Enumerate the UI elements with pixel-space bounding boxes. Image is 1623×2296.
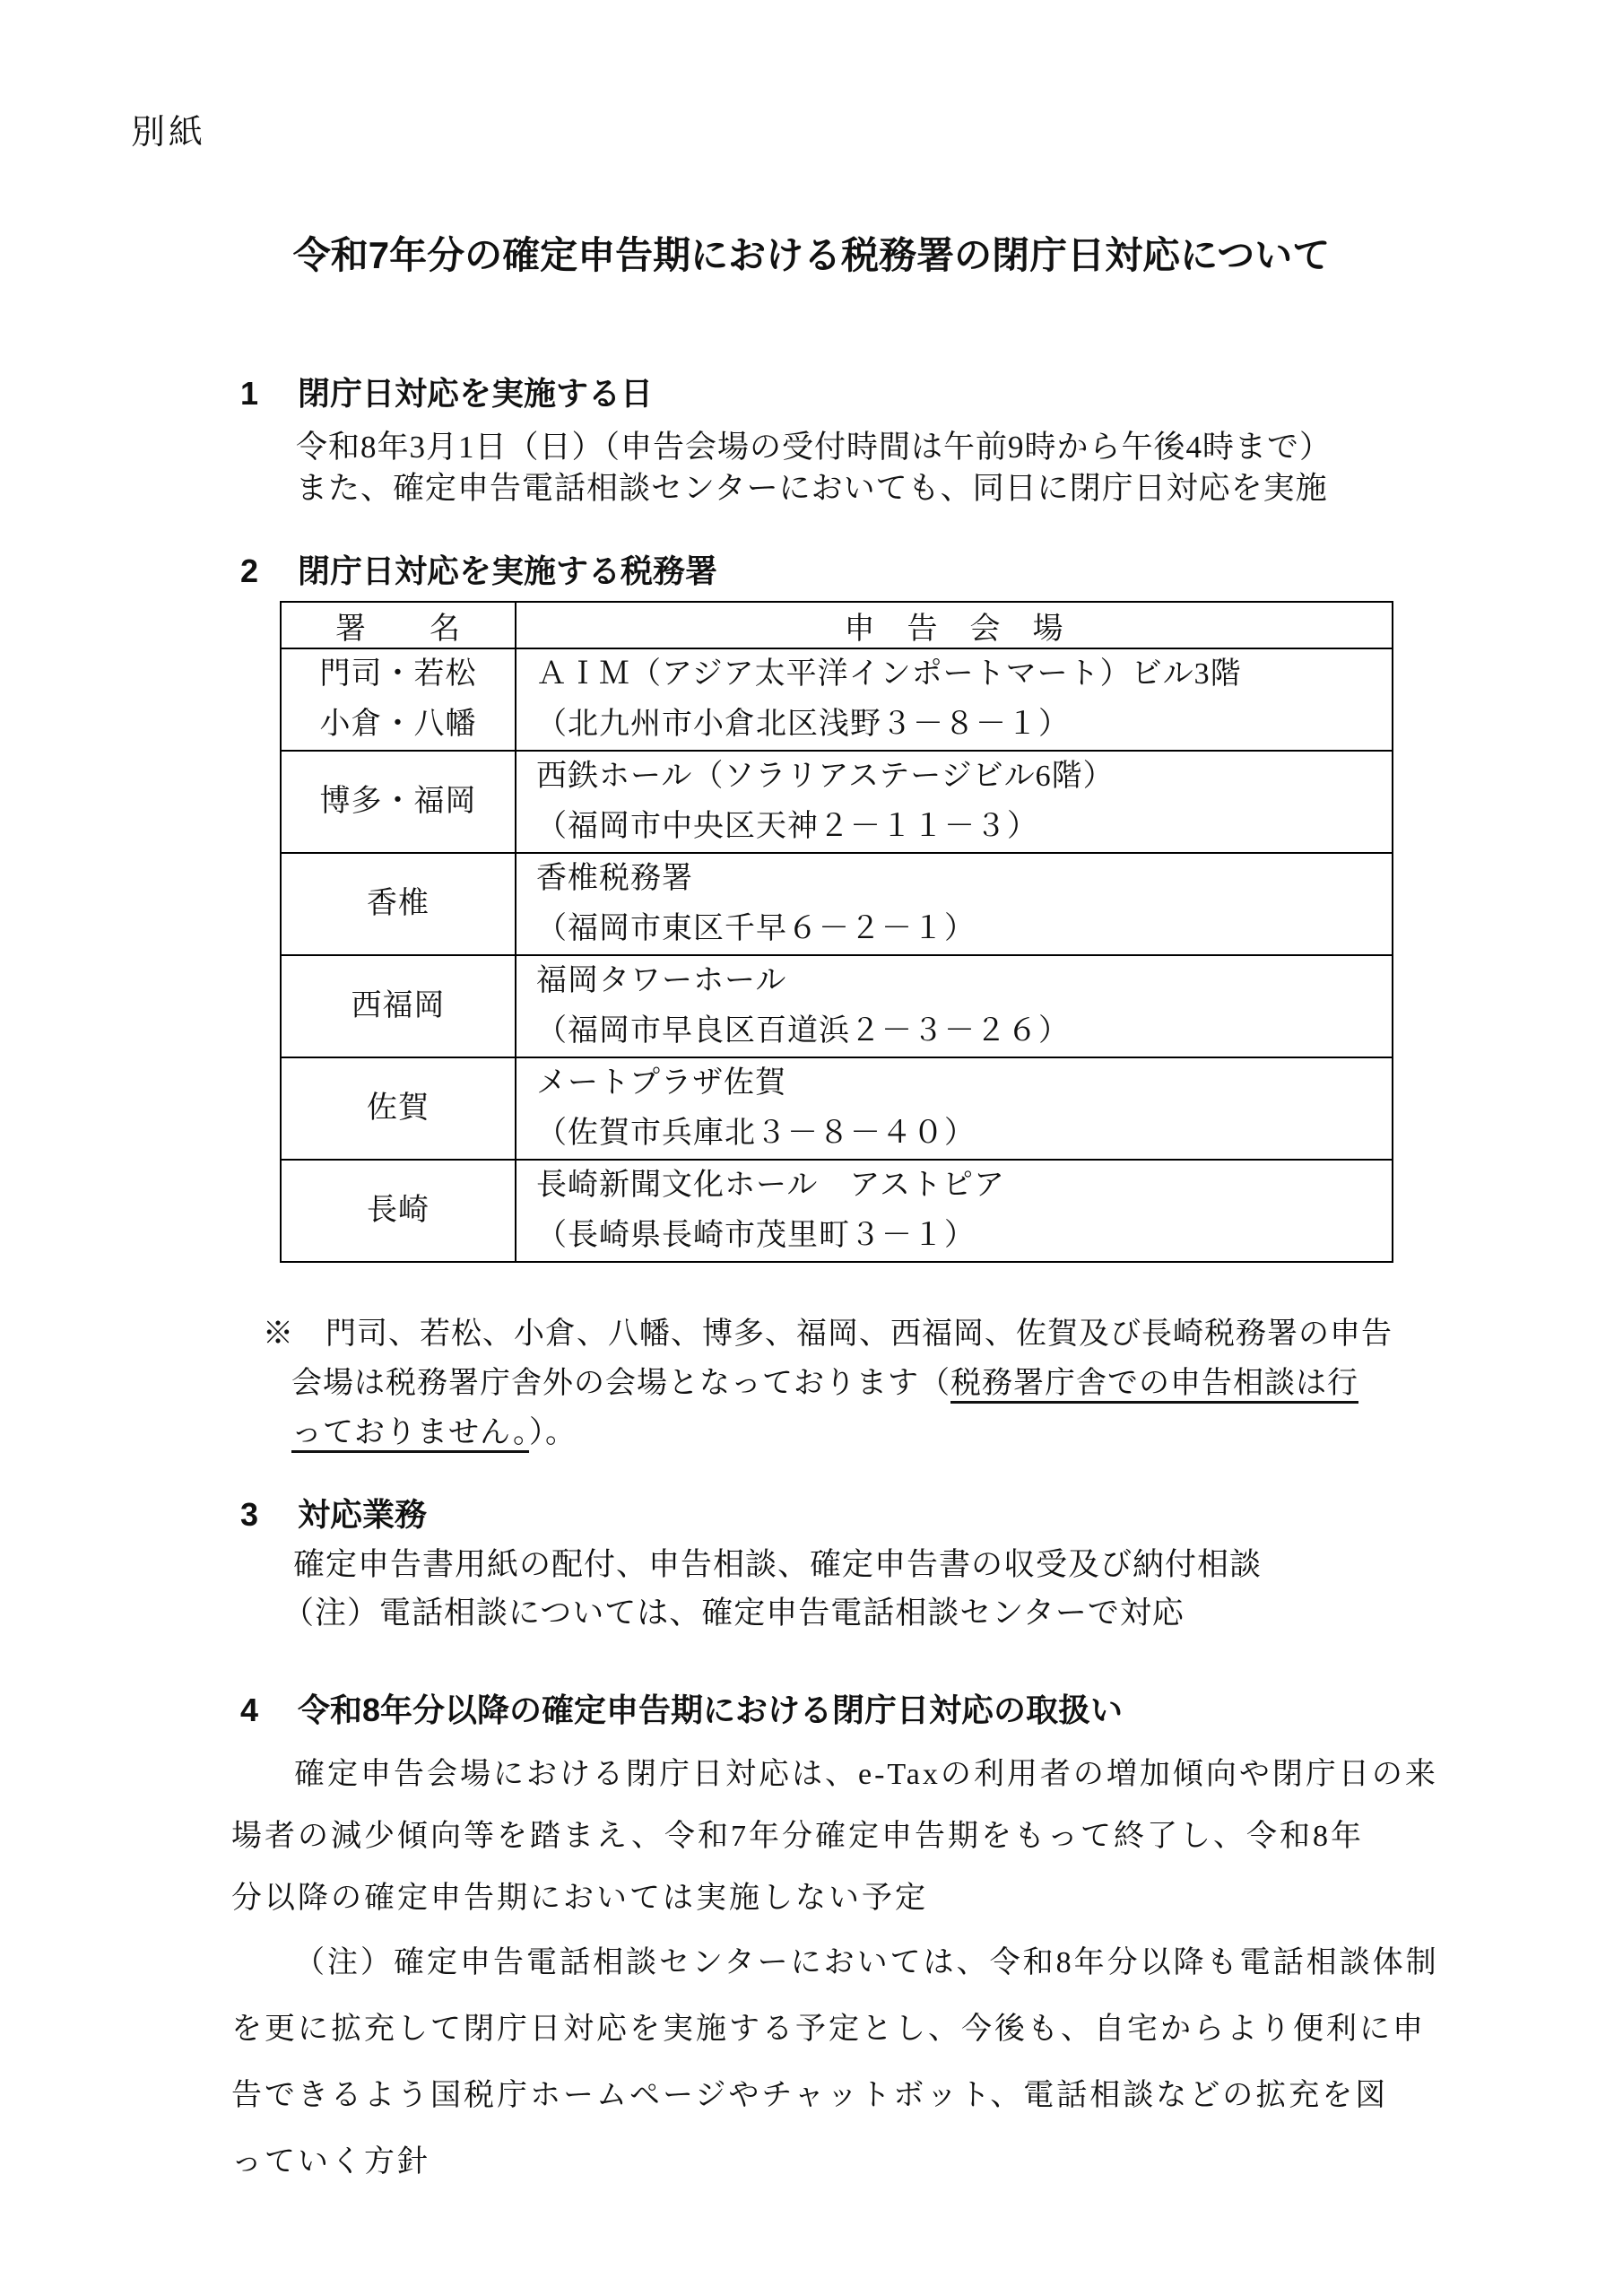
paragraph-line: 場者の減少傾向等を踏まえ、令和7年分確定申告期をもって終了し、令和8年 [231, 1820, 1365, 1853]
section4-heading [240, 1685, 1123, 1731]
venue-name: 長崎新聞文化ホール アストピア [536, 1169, 1005, 1202]
section3-heading-text: 対応業務 [298, 1496, 428, 1533]
note-line1: ※ 門司、若松、小倉、八幡、博多、福岡、西福岡、佐賀及び長崎税務署の申告 [263, 1318, 1393, 1351]
office-name-cell: 佐賀 [281, 1057, 516, 1160]
section2-heading-text: 閉庁日対応を実施する税務署 [298, 552, 718, 589]
section4-paragraph1 [231, 1744, 1438, 1929]
section3-line2: （注）電話相談については、確定申告電話相談センターで対応 [282, 1596, 1185, 1631]
table-row [281, 751, 1393, 853]
venue-address: （福岡市中央区天神２－１１－３） [536, 810, 1038, 843]
office-name-line: 門司・若松 [319, 657, 477, 691]
note-line2 [291, 1358, 1358, 1402]
venue-cell [516, 853, 1393, 955]
section3-line1: 確定申告書用紙の配付、申告相談、確定申告書の収受及び納付相談 [293, 1547, 1263, 1582]
section1-number: 1 [240, 375, 259, 412]
section4-paragraph2 [231, 1930, 1439, 2196]
note-line3 [291, 1407, 577, 1451]
venue-address: （福岡市東区千早６－２－１） [536, 912, 976, 945]
venue-cell [516, 751, 1393, 853]
table-row [281, 955, 1393, 1057]
note-line2-underlined: 税務署庁舎での申告相談は行 [950, 1367, 1358, 1400]
paragraph-line: 確定申告会場における閉庁日対応は、e-Taxの利用者の増加傾向や閉庁日の来 [294, 1758, 1438, 1791]
table-row [281, 1057, 1393, 1160]
document-title: 令和7年分の確定申告期における税務署の閉庁日対応について [292, 234, 1331, 276]
paragraph-line: っていく方針 [231, 2145, 430, 2179]
section4-number: 4 [240, 1692, 259, 1728]
venue-address: （長崎県長崎市茂里町３－１） [536, 1219, 976, 1252]
office-name-cell: 西福岡 [281, 955, 516, 1057]
section4-heading-text: 令和8年分以降の確定申告期における閉庁日対応の取扱い [298, 1692, 1124, 1728]
venue-address: （佐賀市兵庫北３－８－４０） [536, 1117, 976, 1150]
venue-name: 福岡タワーホール [536, 964, 787, 997]
section3-number: 3 [240, 1496, 259, 1533]
venue-cell [516, 648, 1393, 751]
venue-address: （北九州市小倉北区浅野３－８－１） [536, 708, 1070, 741]
table-header-office-name: 署 名 [281, 602, 516, 648]
office-name-cell: 長崎 [281, 1160, 516, 1262]
office-name-cell [281, 648, 516, 751]
venue-address: （福岡市早良区百道浜２－３－２６） [536, 1014, 1070, 1048]
venue-name: 西鉄ホール（ソラリアステージビル6階） [536, 760, 1115, 793]
table-row [281, 853, 1393, 955]
section1-heading-text: 閉庁日対応を実施する日 [298, 375, 654, 412]
table-row [281, 1160, 1393, 1262]
note-line3-text: ）。 [529, 1416, 577, 1449]
venue-cell [516, 1160, 1393, 1262]
besshi-label: 別紙 [131, 114, 207, 152]
section2-number: 2 [240, 552, 259, 589]
office-name-cell: 博多・福岡 [281, 751, 516, 853]
paragraph-line: 告できるよう国税庁ホームページやチャットボット、電話相談などの拡充を図 [231, 2079, 1389, 2112]
office-name-line: 小倉・八幡 [319, 708, 477, 741]
table-row [281, 648, 1393, 751]
office-name-cell: 香椎 [281, 853, 516, 955]
tax-office-table [280, 601, 1393, 1263]
section1-line2: また、確定申告電話相談センターにおいても、同日に閉庁日対応を実施 [296, 471, 1328, 506]
venue-name: ＡＩＭ（アジア太平洋インポートマート）ビル3階 [536, 657, 1242, 691]
paragraph-line: を更に拡充して閉庁日対応を実施する予定とし、今後も、自宅からより便利に申 [231, 2013, 1426, 2046]
table-header-row [281, 602, 1393, 648]
paragraph-line: 分以降の確定申告期においては実施しない予定 [231, 1882, 928, 1915]
section3-heading [240, 1490, 427, 1535]
venue-name: 香椎税務署 [536, 862, 693, 895]
note-line2-text: 会場は税務署庁舎外の会場となっております（ [291, 1367, 950, 1400]
venue-cell [516, 955, 1393, 1057]
table-header-venue: 申 告 会 場 [516, 602, 1393, 648]
section1-heading [240, 369, 653, 414]
section1-line1: 令和8年3月1日（日）（申告会場の受付時間は午前9時から午後4時まで） [296, 430, 1332, 465]
note-line3-underlined: っておりません。 [291, 1416, 530, 1449]
section2-heading [240, 546, 717, 592]
paragraph-line: （注）確定申告電話相談センターにおいては、令和8年分以降も電話相談体制 [294, 1946, 1439, 1979]
venue-name: メートプラザ佐賀 [536, 1066, 786, 1100]
venue-cell [516, 1057, 1393, 1160]
